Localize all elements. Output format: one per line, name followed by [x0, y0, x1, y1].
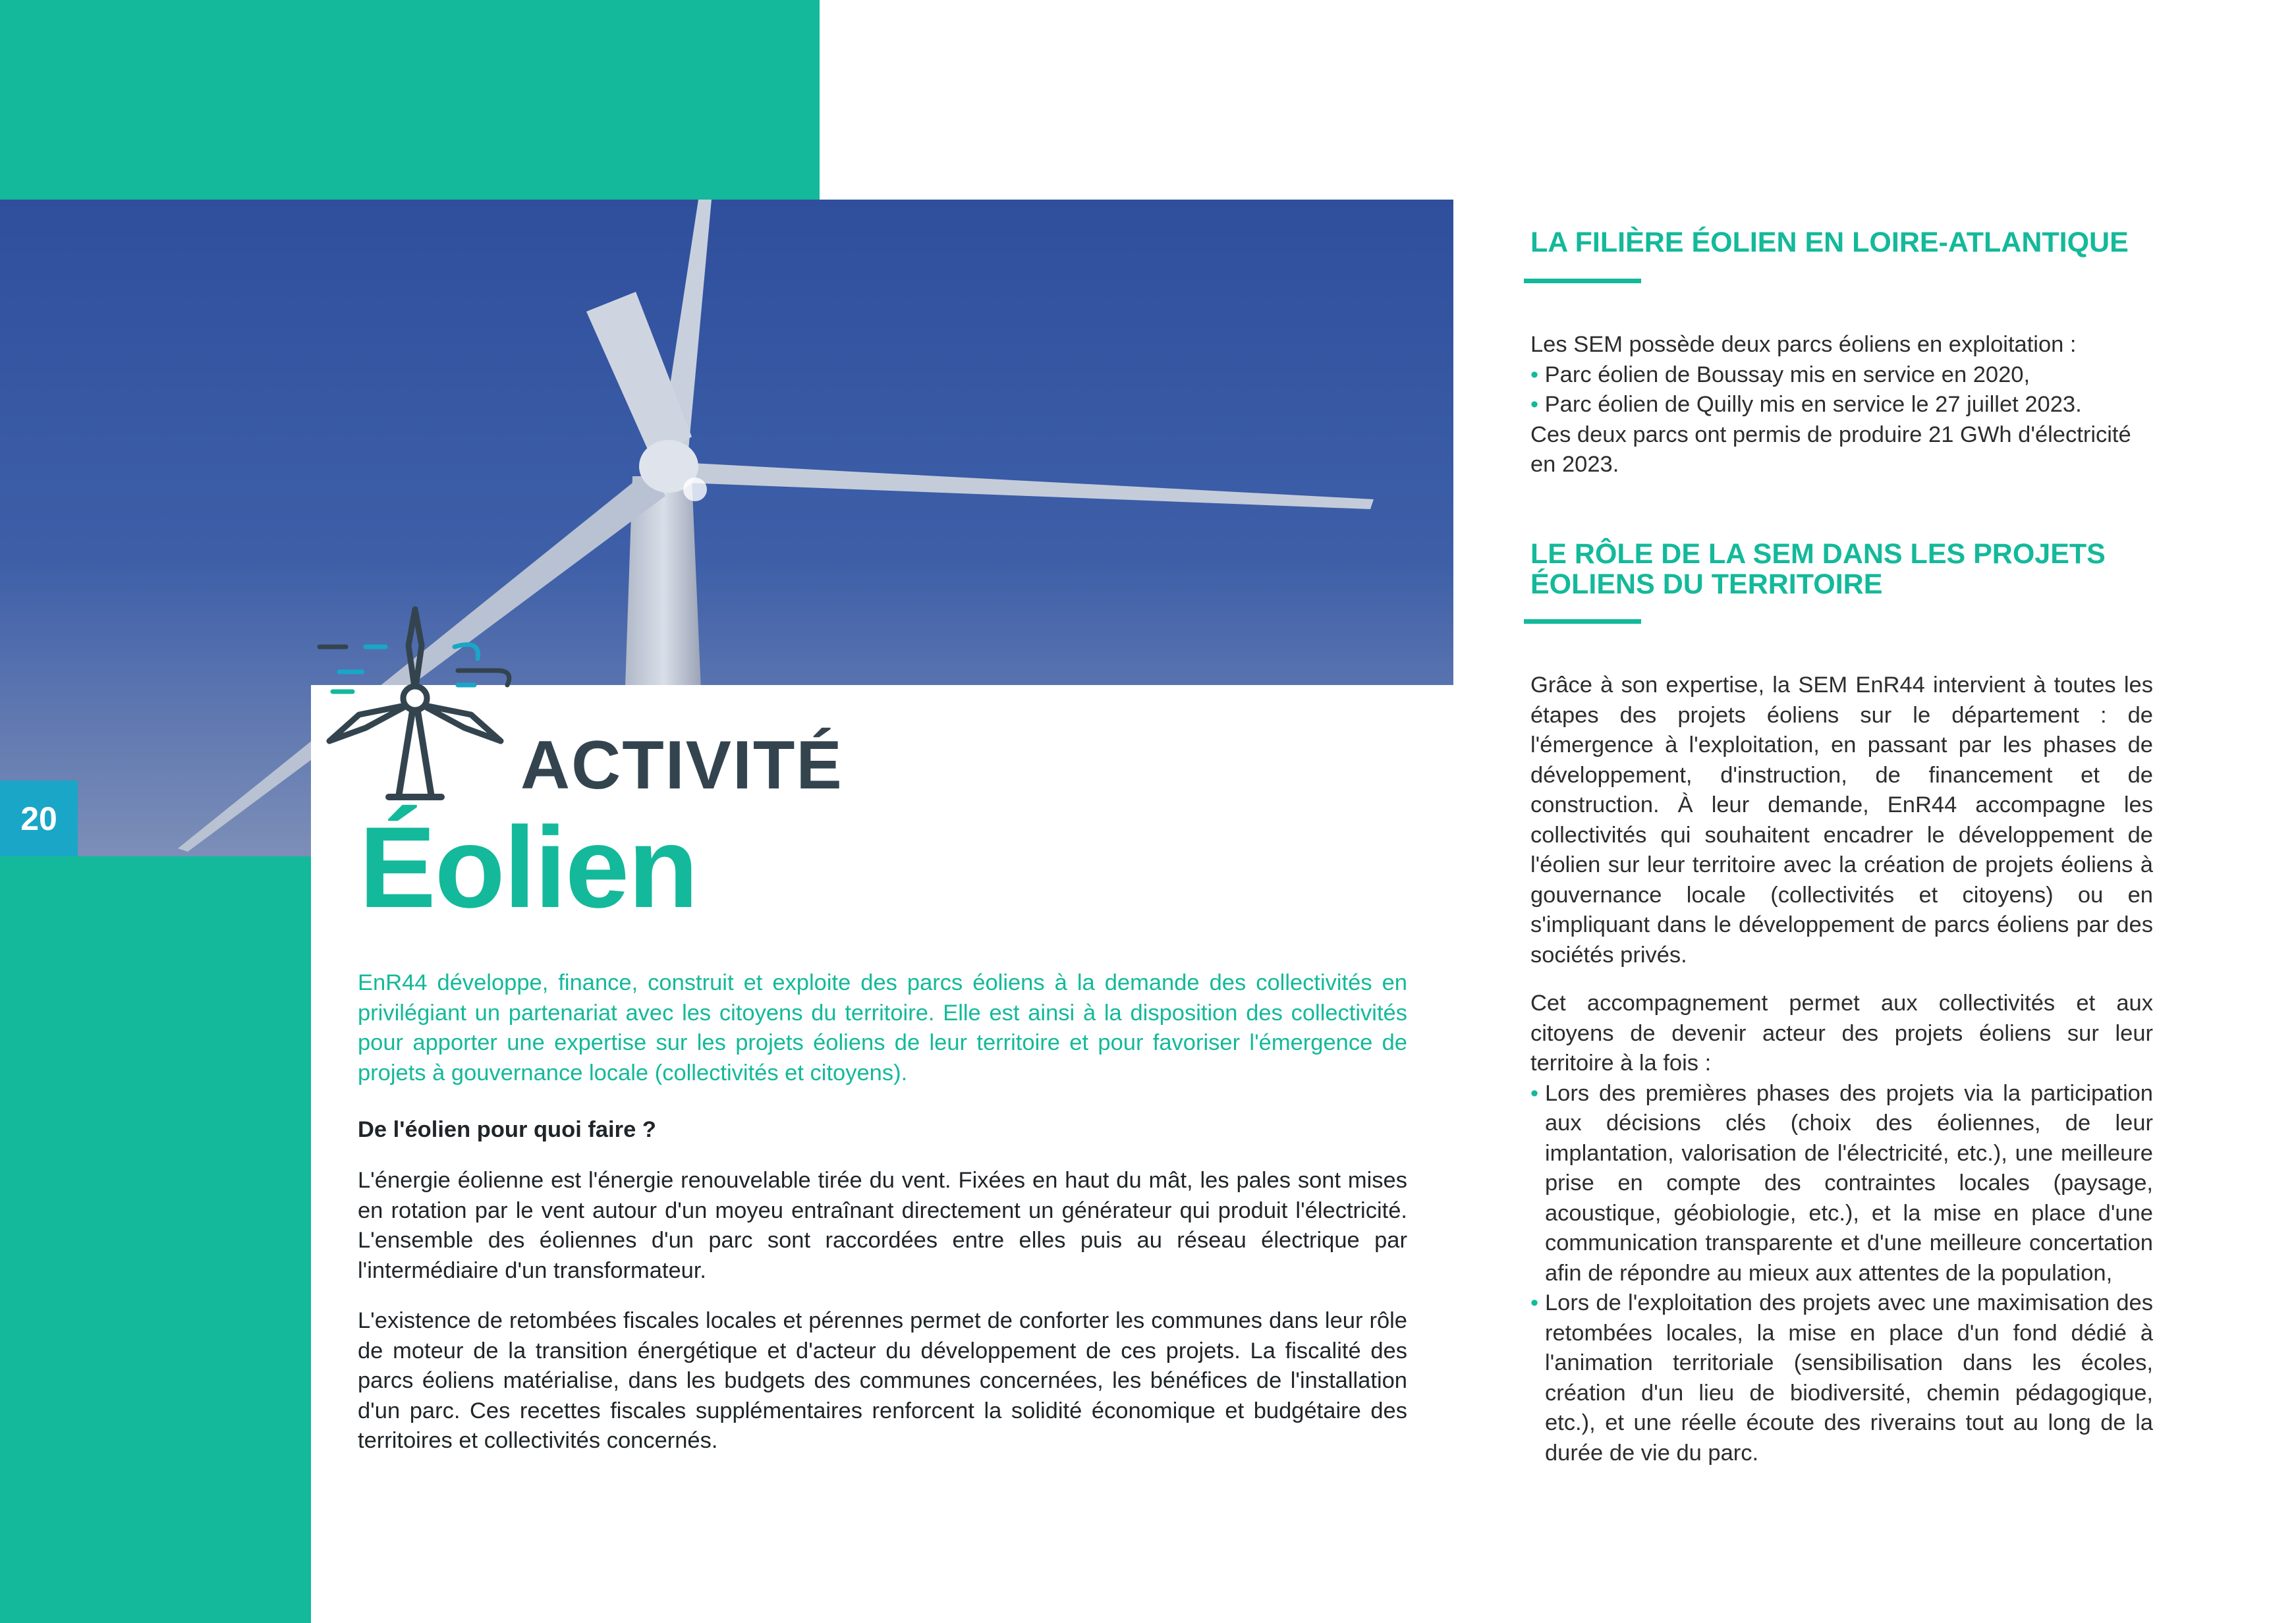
- teal-top-block: [0, 0, 820, 200]
- section1-bullet: • Parc éolien de Quilly mis en service le 27 juillet 2023.: [1530, 392, 2082, 417]
- body-paragraph-2: L'existence de retombées fiscales locales et pérennes permet de conforter les communes dans leur rôle de moteur de la transition énergétique et d'acteur du développement de ces projets. La fiscalité des parcs éoliens matérialise, dans les budgets des communes concernées, les bénéfices de l'installation d'un parc. Ces recettes fiscales supplémentaires renforcent la solidité économique et budgétaire des territoires et collectivités concernés.: [358, 1308, 1407, 1453]
- section2-body: [1530, 671, 2153, 1468]
- section2-rule: [1524, 619, 1641, 624]
- intro-paragraph: EnR44 développe, finance, construit et exploite des parcs éoliens à la demande des collectivités en privilégiant un partenariat avec les citoyens du territoire. Elle est ainsi à la disposition des collectivités pour apporter une expertise sur les projets éoliens de leur territoire et pour favoriser l'émergence de projets à gouvernance locale (collectivités et citoyens).: [358, 970, 1407, 1086]
- hero-title: Éolien: [359, 804, 698, 932]
- section2-bullet-list: [1530, 1079, 2153, 1469]
- section2-paragraph-2: Cet accompagnement permet aux collectivités et aux citoyens de devenir acteur des projets éoliens sur leur territoire à la fois :: [1530, 991, 2153, 1076]
- section1-closing: Ces deux parcs ont permis de produire 21 GWh d'électricité en 2023.: [1530, 422, 2131, 477]
- section2-heading: LE RÔLE DE LA SEM DANS LES PROJETS ÉOLIENS DU TERRITOIRE: [1530, 538, 2106, 600]
- section1-heading: LA FILIÈRE ÉOLIEN EN LOIRE-ATLANTIQUE: [1530, 227, 2129, 258]
- section1-lead: Les SEM possède deux parcs éoliens en exploitation :: [1530, 332, 2077, 357]
- section1-rule: [1524, 279, 1641, 283]
- section1-body: [1530, 330, 2153, 480]
- teal-left-block: [0, 856, 311, 1623]
- subheading: De l'éolien pour quoi faire ?: [358, 1117, 656, 1142]
- section1-bullet: • Parc éolien de Boussay mis en service en 2020,: [1530, 362, 2030, 387]
- section2-bullet: • Lors des premières phases des projets via la participation aux décisions clés (choix des éoliennes, de leur implantation, valorisation de l'électricité, etc.), une meilleure prise en compte des contraintes locales (paysage, acoustique, géobiologie, etc.), et la mise en place d'une communication transparente et d'une meilleure concertation afin de répondre au mieux aux attentes de la population,: [1530, 1079, 2153, 1289]
- section2-bullet: • Lors de l'exploitation des projets avec une maximisation des retombées locales, la mise en place d'un fond dédié à l'animation territoriale (sensibilisation dans les écoles, création d'un lieu de biodiversité, chemin pédagogique, etc.), et une réelle écoute des riverains tout au long de la durée de vie du parc.: [1530, 1288, 2153, 1468]
- section2-paragraph-1: Grâce à son expertise, la SEM EnR44 intervient à toutes les étapes des projets éoliens sur le département : de l'émergence à l'exploitation, en passant par les phases de développement, d'instruction, de financement et de construction. À leur demande, EnR44 accompagne les collectivités qui souhaitent encadrer le développement de l'éolien sur leur territoire avec la création de projets éoliens à gouvernance locale (collectivités et citoyens) ou en s'impliquant dans le développement de parcs éoliens par des sociétés privés.: [1530, 673, 2153, 968]
- wind-turbine-icon: [316, 606, 527, 804]
- body-paragraph-1: L'énergie éolienne est l'énergie renouvelable tirée du vent. Fixées en haut du mât, les pales sont mises en rotation par le vent autour d'un moyeu entraînant directement un générateur qui produit l'électricité. L'ensemble des éoliennes d'un parc sont raccordées entre elles puis au réseau électrique par l'intermédiaire d'un transformateur.: [358, 1168, 1407, 1283]
- page-number: 20: [0, 781, 78, 856]
- bullet-icon: •: [1530, 392, 1545, 417]
- hero-label: ACTIVITÉ: [520, 727, 843, 804]
- bullet-icon: •: [1530, 362, 1545, 387]
